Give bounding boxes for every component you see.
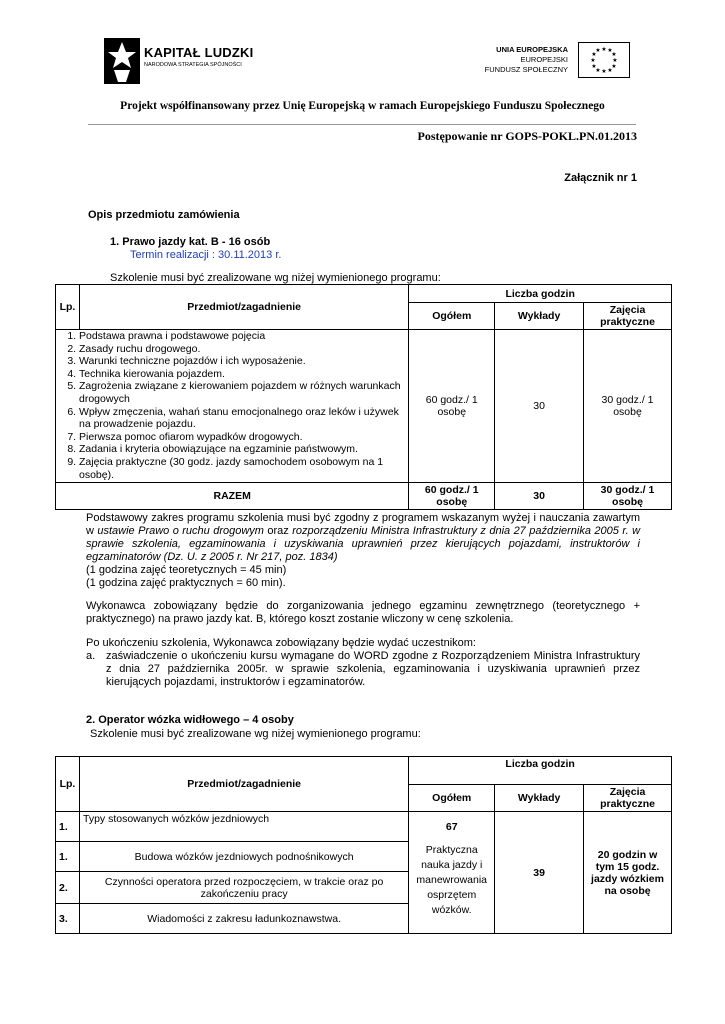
program-table-1 [55,284,672,510]
program-items-cell [56,330,409,483]
list-item: 5. Zagrożenia związane z kierowaniem pojazdem w różnych warunkach drogowych [79,380,405,405]
header-total: Ogółem [409,303,495,330]
theory-hour-note: (1 godzina zajęć teoretycznych = 45 min) [86,564,287,576]
svg-text:★: ★ [591,51,597,58]
header-hours: Liczba godzin [409,285,672,303]
row-subject: Budowa wózków jezdniowych podnośnikowych [79,842,408,872]
sum-label: RAZEM [56,483,409,510]
header-divider [88,124,636,125]
part1-term: Termin realizacji : 30.11.2013 r. [130,249,282,261]
scope-text-b: ustawie Prawo o ruchu drogowym [97,525,264,537]
kapital-ludzki-logo [104,38,264,84]
header-practical: Zajęcia praktyczne [584,785,672,812]
total-note: Praktyczna nauka jazdy i manewrowania osprzętem wózków. [409,842,495,934]
list-item: 8. Zadania i kryteria obowiązujące na egzaminie państwowym. [79,443,405,456]
header-practical: Zajęcia praktyczne [584,303,672,330]
logo-title: KAPITAŁ LUDZKI [144,45,254,60]
svg-text:★: ★ [611,51,617,58]
header-total: Ogółem [409,785,495,812]
project-cofinance-line: Projekt współfinansowany przez Unię Europejską w ramach Europejskiego Funduszu Społecznego [120,100,605,112]
certificate-intro: Po ukończeniu szkolenia, Wykonawca zobowiązany będzie wydać uczestnikom: [86,637,476,649]
practical-hours: 20 godzin w tym 15 godz. jazdy wózkiem na osobę [584,812,672,934]
list-item: 4. Technika kierowania pojazdem. [79,368,405,381]
certificate-item: zaświadczenie o ukończeniu kursu wymagane do WORD zgodne z Rozporządzeniem Ministra Infrastruktury z dnia 27 października 2005r. w sprawie szkolenia, egzaminowania i uzyskiwania uprawnień przez kierujących pojazdami, instruktorów i egzaminatorów. [106,650,640,688]
scope-text-c: oraz [263,525,293,537]
part2-heading: 2. Operator wózka widłowego – 4 osoby [86,714,294,726]
scope-paragraph [86,512,640,590]
svg-text:★: ★ [612,57,618,64]
svg-text:★: ★ [601,68,607,75]
row-lp: 1. [56,812,80,842]
total-value: 67 [409,812,495,842]
svg-text:★: ★ [591,63,597,70]
program-table-2 [55,756,672,934]
program-list [59,330,405,481]
svg-text:★: ★ [601,46,607,53]
kapital-ludzki-emblem-icon [104,38,140,84]
header-lp: Lp. [56,285,80,330]
list-item: 9. Zajęcia praktyczne (30 godz. jazdy samochodem osobowym na 1 osobę). [79,456,405,481]
sum-practical: 30 godz./ 1 osobę [584,483,672,510]
header-lectures: Wykłady [495,303,584,330]
total-hours: 60 godz./ 1 osobę [409,330,495,483]
header-lectures: Wykłady [495,785,584,812]
row-lp: 2. [56,872,80,904]
logo-subtitle: NARODOWA STRATEGIA SPÓJNOŚCI [144,62,242,68]
eu-line3: FUNDUSZ SPOŁECZNY [484,65,568,74]
svg-text:★: ★ [607,67,613,74]
attachment-label: Załącznik nr 1 [564,172,637,184]
sum-lectures: 30 [495,483,584,510]
list-item: 2. Zasady ruchu drogowego. [79,343,405,356]
exam-paragraph: Wykonawca zobowiązany będzie do zorganizowania jednego egzaminu zewnętrznego (teoretycznego + praktycznego) na prawo jazdy kat. B, którego koszt zostanie wliczony w cenę szkolenia. [86,600,640,625]
row-subject: Typy stosowanych wózków jezdniowych [79,812,408,842]
eu-line1: UNIA EUROPEJSKA [496,45,568,54]
header-subject: Przedmiot/zagadnienie [79,757,408,812]
sum-total: 60 godz./ 1 osobę [409,483,495,510]
row-lp: 1. [56,842,80,872]
lecture-hours: 30 [495,330,584,483]
case-number: Postępowanie nr GOPS-POKL.PN.01.2013 [417,129,637,143]
scope-text-a: Podstawowy zakres programu szkolenia musi być zgodny z programem wskazanym wyżej i nauczania zawartym w [86,512,640,537]
list-item: 6. Wpływ zmęczenia, wahań stanu emocjonalnego oraz leków i używek na prowadzenie pojazdu. [79,406,405,431]
eu-flag-icon [578,42,630,78]
lecture-hours: 39 [495,812,584,934]
row-lp: 3. [56,904,80,934]
list-item: 7. Pierwsza pomoc ofiarom wypadków drogowych. [79,431,405,444]
eu-line2: EUROPEJSKI [520,55,568,64]
part2-intro: Szkolenie musi być zrealizowane wg niżej wymienionego programu: [90,728,421,740]
header-hours: Liczba godzin [409,757,672,785]
practice-hour-note: (1 godzina zajęć praktycznych = 60 min). [86,577,286,589]
part1-intro: Szkolenie musi być zrealizowane wg niżej wymienionego programu: [110,272,441,284]
svg-text:★: ★ [607,47,613,54]
header-lp: Lp. [56,757,80,812]
row-subject: Czynności operatora przed rozpoczęciem, w trakcie oraz po zakończeniu pracy [79,872,408,904]
list-item: 3. Warunki techniczne pojazdów i ich wyposażenie. [79,355,405,368]
part1-heading: 1. Prawo jazdy kat. B - 16 osób [110,236,271,248]
svg-text:★: ★ [611,63,617,70]
section-title: Opis przedmiotu zamówienia [88,209,240,221]
practical-hours: 30 godz./ 1 osobę [584,330,672,483]
list-item: 1. Podstawa prawna i podstawowe pojęcia [79,330,405,343]
eu-logo-text [468,45,568,75]
svg-text:★: ★ [590,57,596,64]
header-subject: Przedmiot/zagadnienie [79,285,408,330]
scope-text-d: rozporządzeniu Ministra Infrastruktury z dnia 27 października 2005 r. w sprawie szkolenia, egzaminowania i uzyskiwania uprawnień przez kierujących pojazdami, instruktorów i egzaminatorów (Dz. U. z 2005 r. Nr 217, poz. 1834) [86,525,641,563]
certificate-marker: a. [86,650,96,662]
row-subject: Wiadomości z zakresu ładunkoznawstwa. [79,904,408,934]
svg-text:★: ★ [595,47,601,54]
svg-text:★: ★ [595,67,601,74]
